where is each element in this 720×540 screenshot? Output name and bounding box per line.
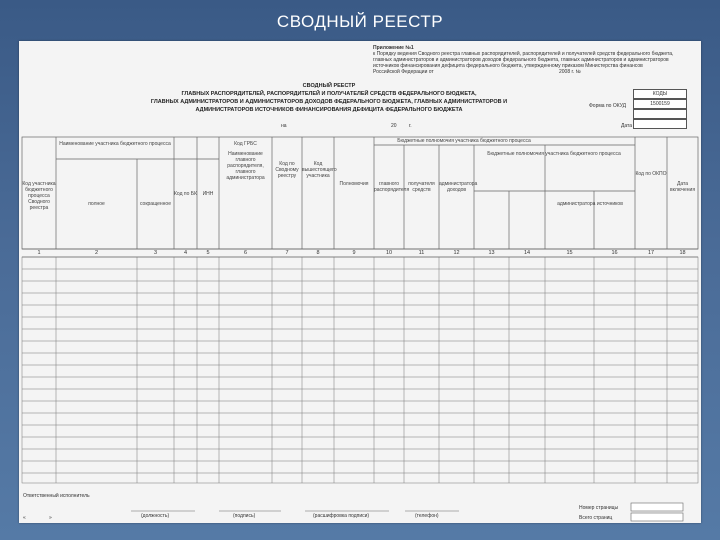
footer-head-label: Ответственный исполнитель [23, 493, 90, 499]
footer-name: (расшифровка подписи) [313, 513, 370, 519]
col-caption: ИНН [202, 191, 214, 197]
col-caption: Код вышестоящего участника [302, 161, 337, 179]
col-number: 1 [37, 250, 41, 256]
date-code-label: Дата [621, 123, 633, 129]
col-number: 8 [316, 250, 320, 256]
footer-signature: (подпись) [233, 513, 256, 519]
footer-page-label: Номер страницы [579, 505, 619, 511]
group-caption-budget-authority: Бюджетные полномочия участника бюджетного процесса [487, 151, 621, 157]
document-title-line: АДМИНИСТРАТОРОВ ИСТОЧНИКОВ ФИНАНСИРОВАНИЯ ДЕФИЦИТА ФЕДЕРАЛЬНОГО БЮДЖЕТА [195, 107, 463, 113]
footer-pages-label: Всего страниц [579, 515, 613, 521]
col-number: 5 [206, 250, 210, 256]
col-caption: Код ГРБС [234, 141, 257, 147]
register-table-grid [19, 41, 701, 523]
col-number: 17 [647, 250, 655, 256]
col-caption: Код по БК [174, 191, 197, 197]
group-caption-name: Наименование участника бюджетного процесса [59, 141, 171, 147]
col-caption: главного распорядителя [374, 181, 410, 193]
footer-date-open: « [23, 515, 26, 521]
document-title-line: ГЛАВНЫХ АДМИНИСТРАТОРОВ И АДМИНИСТРАТОРОВ ДОХОДОВ ФЕДЕРАЛЬНОГО БЮДЖЕТА, ГЛАВНЫХ АДМИНИСТРАТОРОВ И [150, 99, 508, 105]
document-title: СВОДНЫЙ РЕЕСТР [302, 83, 356, 89]
annex-label: Приложение №1 [373, 45, 414, 51]
col-number: 18 [679, 250, 686, 256]
date-year-unit: г. [409, 123, 412, 129]
date-on-label: на [281, 123, 287, 129]
annex-line: 2008 г. № [559, 69, 581, 75]
col-number: 6 [243, 250, 248, 256]
col-caption: Дата включения [669, 181, 696, 193]
col-caption: Код по Сводному реестру [275, 161, 299, 179]
slide-title: СВОДНЫЙ РЕЕСТР [276, 12, 444, 31]
footer-phone: (телефон) [415, 513, 439, 519]
annex-line: источников финансирования дефицита федерального бюджета, утвержденному приказом Министерства финансов [373, 63, 643, 69]
col-caption: получателя средств [408, 181, 435, 193]
col-number: 7 [285, 250, 289, 256]
col-number: 2 [94, 250, 99, 256]
col-caption: Код по ОКПО [635, 171, 667, 177]
col-caption: Код участника бюджетного процесса Сводного реестра [22, 181, 56, 211]
col-number: 4 [183, 250, 188, 256]
annex-line: к Порядку ведения Сводного реестра главных распорядителей, распорядителей и получателей средств федерального бюджета, [373, 51, 674, 57]
col-caption: Наименование главного распорядителя, главного администратора [226, 151, 265, 181]
col-number: 14 [523, 250, 531, 256]
register-form-sheet [19, 41, 701, 523]
codes-header: КОДЫ [633, 89, 687, 99]
col-caption: администратора источников [557, 201, 623, 207]
col-number: 9 [352, 250, 356, 256]
date-year-prefix: 20 [391, 123, 397, 129]
col-caption: сокращенное [139, 201, 171, 207]
annex-line: главных администраторов и администраторов доходов федерального бюджета, главных администраторов и администраторов [373, 57, 669, 63]
footer-position: (должность) [141, 513, 170, 519]
col-caption: полное [88, 201, 105, 207]
col-caption: Полномочия [339, 181, 369, 187]
col-number: 11 [418, 250, 425, 256]
col-number: 13 [488, 250, 495, 256]
document-title-line: ГЛАВНЫХ РАСПОРЯДИТЕЛЕЙ, РАСПОРЯДИТЕЛЕЙ И ПОЛУЧАТЕЛЕЙ СРЕДСТВ ФЕДЕРАЛЬНОГО БЮДЖЕТА, [181, 91, 477, 97]
col-number: 3 [153, 250, 158, 256]
okud-label: Форма по ОКУД [589, 103, 627, 109]
col-caption: администратора доходов [439, 181, 478, 193]
annex-line: Российской Федерации от [373, 69, 434, 75]
col-number: 10 [385, 250, 393, 256]
group-caption-authority: Бюджетные полномочия участника бюджетного процесса [397, 138, 531, 144]
col-number: 16 [611, 250, 618, 256]
footer-date-close: » [49, 515, 52, 521]
col-number: 12 [453, 250, 460, 256]
okud-value: 1500159 [633, 99, 687, 109]
col-number: 15 [566, 250, 573, 256]
